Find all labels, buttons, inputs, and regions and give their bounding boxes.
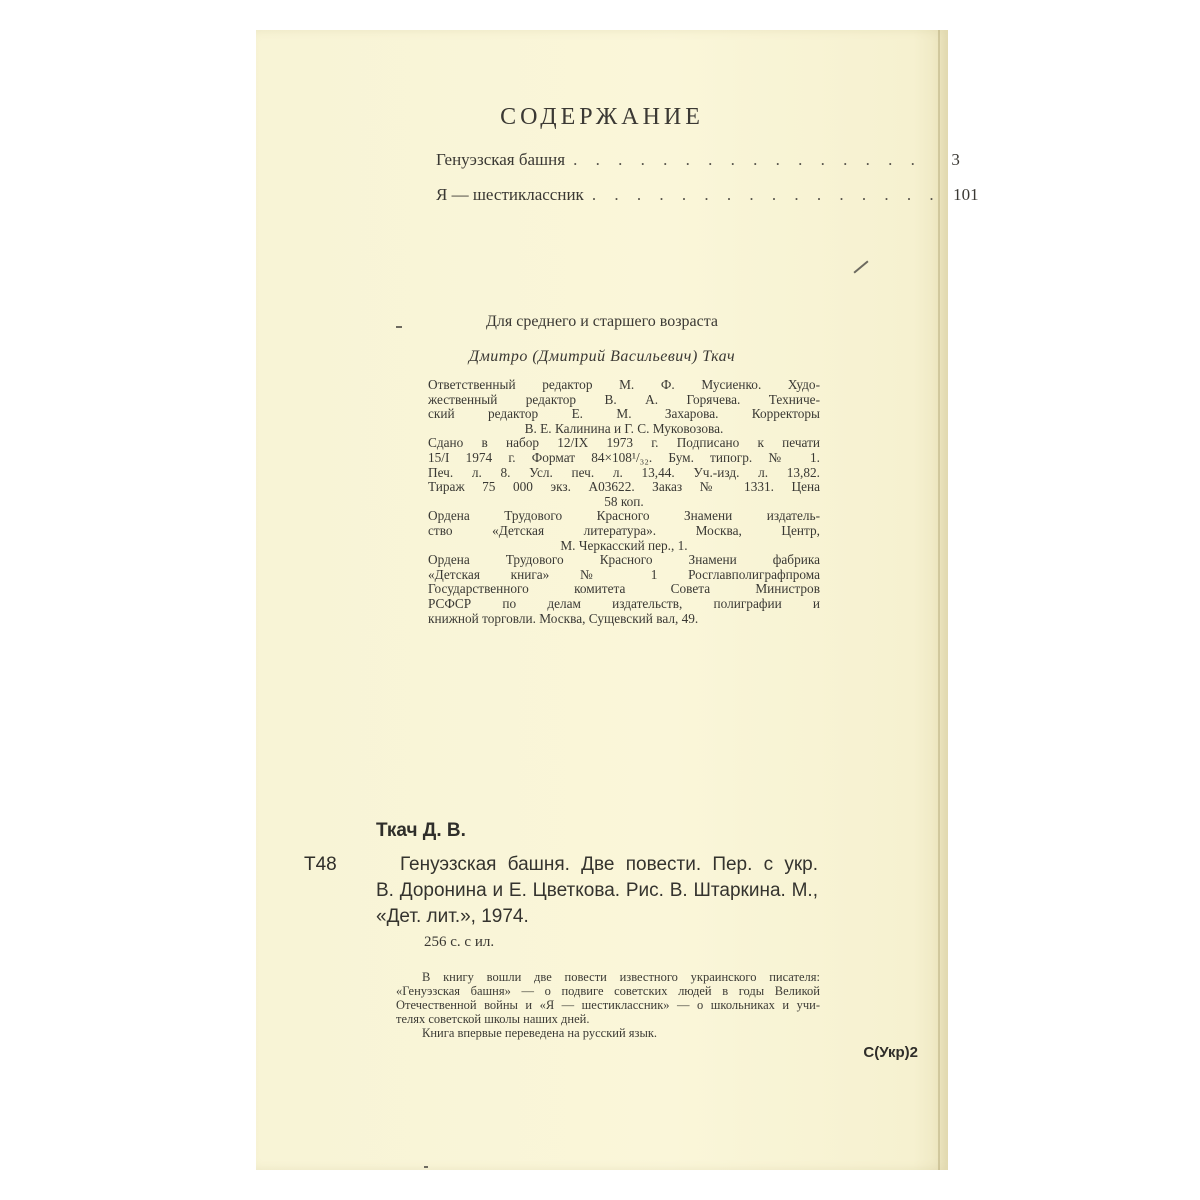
imprint-line: ский редактор Е. М. Захарова. Корректоры <box>428 406 820 422</box>
audience-note: Для среднего и старшего возраста <box>485 313 718 330</box>
annotation-line: В книгу вошли две повести известного украинского писателя: <box>422 970 820 984</box>
catalog-card-pages: 256 с. с ил. <box>424 934 495 950</box>
annotation-line: Отечественной войны и «Я — шестиклассник» — о школьниках и учи- <box>396 998 820 1012</box>
toc-title: СОДЕРЖАНИЕ <box>500 104 704 130</box>
imprint-line: М. Черкасский пер., 1. <box>560 537 688 553</box>
imprint-line: Тираж 75 000 экз. А03622. Заказ № 1331. Цена <box>428 479 820 495</box>
imprint-line: В. Е. Калинина и Г. С. Муковозова. <box>524 420 724 436</box>
imprint-line: книжной торговли. Москва, Сущевский вал, 49. <box>428 610 699 626</box>
ink-mark <box>853 260 868 273</box>
imprint-line: Печ. л. 8. Усл. печ. л. 13,44. Уч.-изд. л. 13,82. <box>428 464 820 480</box>
imprint-line: Ответственный редактор М. Ф. Мусиенко. Худо- <box>428 377 820 392</box>
imprint-line: ство «Детская литература». Москва, Центр, <box>428 522 820 538</box>
annotation-line: Книга впервые переведена на русский язык. <box>422 1026 658 1040</box>
toc-item <box>436 185 979 205</box>
annotation-block <box>396 970 820 1040</box>
toc-item-label: Генуэзская башня <box>436 150 566 169</box>
imprint-line: 58 коп. <box>604 493 644 509</box>
toc-leader-dots: . . . . . . . . . . . . . . . . <box>573 150 922 169</box>
catalog-card-code: Т48 <box>304 854 337 875</box>
description-line: Генуэзская башня. Две повести. Пер. с укр. <box>400 854 818 875</box>
imprint-line: Государственного комитета Совета Министров <box>428 581 820 597</box>
imprint-block <box>428 378 820 626</box>
imprint-line: 15/I 1974 г. Формат 84×108¹/₃₂. Бум. типогр. № 1. <box>428 449 820 465</box>
description-line: В. Доронина и Е. Цветкова. Рис. В. Штаркина. М., <box>376 880 818 901</box>
description-line: «Дет. лит.», 1974. <box>376 906 529 927</box>
catalog-card-author: Ткач Д. В. <box>376 820 466 841</box>
imprint-line: Ордена Трудового Красного Знамени издатель- <box>428 508 820 524</box>
toc-item-page: 3 <box>951 150 960 169</box>
book-page <box>256 30 979 1170</box>
imprint-line: жественный редактор В. А. Горячева. Техниче- <box>428 391 820 407</box>
imprint-line: РСФСР по делам издательств, полиграфии и <box>428 595 820 611</box>
catalog-card-description <box>376 852 818 930</box>
imprint-line: Сдано в набор 12/IX 1973 г. Подписано к печати <box>428 435 820 451</box>
ink-mark <box>424 1166 428 1168</box>
annotation-line: «Генуэзская башня» — о подвиге советских людей в годы Великой <box>396 984 820 998</box>
classification-code: С(Укр)2 <box>863 1044 918 1061</box>
toc-item <box>436 150 960 170</box>
toc-leader-dots: . . . . . . . . . . . . . . . . <box>591 185 941 204</box>
toc-item-label: Я — шестиклассник <box>436 185 584 204</box>
imprint-line: «Детская книга» № 1 Росглавполиграфпрома <box>428 566 820 582</box>
imprint-line: Ордена Трудового Красного Знамени фабрика <box>428 552 820 568</box>
toc-item-page: 101 <box>953 185 979 204</box>
annotation-line: телях советской школы наших дней. <box>396 1012 590 1026</box>
author-full-name: Дмитро (Дмитрий Васильевич) Ткач <box>468 348 736 365</box>
